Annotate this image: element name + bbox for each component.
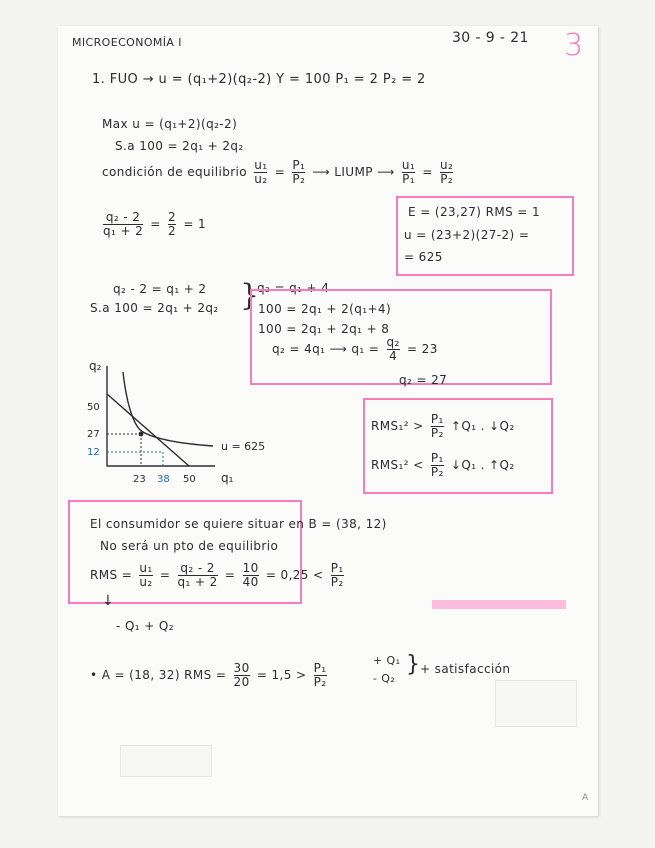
- fraction-10-40: $\frac{10}{40}$: [242, 561, 259, 589]
- brace: }: [240, 278, 260, 313]
- change-q1: + Q₁: [373, 654, 401, 667]
- solve-q1-text: q₂ = 4q₁ ⟶ q₁ =: [272, 342, 380, 356]
- quantity-effect: - Q₁ + Q₂: [116, 619, 174, 633]
- step-equation: q₂ - 2 = q₁ + 2: [113, 282, 207, 296]
- point-a-label: • A = (18, 32) RMS =: [90, 668, 227, 682]
- ratio-result: = 1: [183, 217, 207, 231]
- y-tick-12: 12: [87, 447, 100, 458]
- footer-mark: A: [582, 793, 589, 803]
- down-arrow: ↓: [102, 593, 115, 609]
- fraction-u1-p1: $\frac{\text{u₁}}{\text{P₁}}$: [401, 158, 416, 186]
- not-equilibrium: No será un pto de equilibrio: [100, 539, 279, 553]
- solve-q1-result: = 23: [406, 342, 438, 356]
- step-constraint: S.a 100 = 2q₁ + 2q₂: [90, 301, 219, 315]
- x-tick-23: 23: [133, 474, 146, 485]
- fraction-u1-u2: $\frac{\text{u₁}}{\text{u₂}}$: [254, 158, 268, 186]
- rms-less-line: [371, 452, 515, 479]
- rms-label: RMS =: [90, 568, 133, 582]
- fraction-q2-4: $\frac{\text{q₂}}{4}$: [386, 335, 400, 363]
- x-tick-50: 50: [183, 474, 196, 485]
- curve-label: u = 625: [221, 440, 265, 453]
- subject-title: MICROECONOMÍA I: [72, 36, 182, 49]
- point-a-rms: = 1,5 >: [256, 668, 307, 682]
- step-ratio: $\frac{\text{q₂ - 2}}{\text{q₁ + 2}}$ = $\frac{2}{2}$ = 1: [103, 210, 207, 238]
- change-q2: - Q₂: [373, 672, 396, 685]
- fraction-p1-p2: $\frac{\text{P₁}}{\text{P₂}}$: [313, 661, 327, 689]
- problem-constraint: S.a 100 = 2q₁ + 2q₂: [115, 139, 244, 153]
- fraction-30-20: $\frac{30}{20}$: [233, 661, 250, 689]
- utility-value: = 625: [404, 250, 443, 264]
- x-axis-label: q₁: [221, 471, 234, 485]
- y-tick-27: 27: [87, 429, 100, 440]
- rms-less-label: RMS₁² <: [371, 458, 424, 472]
- step-solve-q1: [272, 336, 438, 363]
- problem-max: Max u = (q₁+2)(q₂-2): [102, 117, 238, 131]
- fraction-u2-p2: $\frac{\text{u₂}}{\text{P₂}}$: [440, 158, 454, 186]
- indifference-graph: [85, 358, 265, 488]
- fraction-p1-p2: $\frac{\text{P₁}}{\text{P₂}}$: [430, 412, 444, 440]
- fraction-p1-p2: $\frac{\text{P₁}}{\text{P₂}}$: [292, 158, 306, 186]
- step-q2-in-q1: q₂ = q₁ + 4: [257, 281, 330, 295]
- y-tick-50: 50: [87, 402, 100, 413]
- equilibrium-condition-text: condición de equilibrio: [102, 165, 248, 179]
- x-tick-38: 38: [157, 474, 170, 485]
- step-expansion: 100 = 2q₁ + 2q₁ + 8: [258, 322, 390, 336]
- equilibrium-point: E = (23,27) RMS = 1: [408, 205, 541, 219]
- rms-greater-line: [371, 413, 515, 440]
- rms-greater-label: RMS₁² >: [371, 419, 424, 433]
- point-a-line: [90, 662, 330, 689]
- brace-right: }: [406, 652, 421, 677]
- indifference-curve: [123, 372, 213, 446]
- liump-arrow-text: ⟶ LIUMP ⟶: [312, 165, 395, 179]
- step-q2-result: q₂ = 27: [399, 373, 448, 387]
- rms-calculation: RMS = $\frac{\text{u₁}}{\text{u₂}}$ = $\frac{\text{q₂ - 2}}{\text{q₁ + 2}}$ = $\frac{10}{40}$ = 0,25 < $\frac{\text{P₁}}{\text{P₂}}$: [90, 561, 344, 589]
- highlighter-mark: [432, 600, 566, 609]
- rms-greater-effect: ↑Q₁ . ↓Q₂: [450, 419, 515, 433]
- utility-expression: u = (23+2)(27-2) =: [404, 228, 530, 242]
- fraction-p1-p2: $\frac{\text{P₁}}{\text{P₂}}$: [430, 451, 444, 479]
- rms-less-effect: ↓Q₁ . ↑Q₂: [450, 458, 515, 472]
- consumer-situation: El consumidor se quiere situar en B = (38, 12): [90, 517, 387, 531]
- fraction-2-2: $\frac{2}{2}$: [168, 210, 177, 238]
- fraction-q2-q1: $\frac{\text{q₂ - 2}}{\text{q₁ + 2}}$: [103, 210, 144, 238]
- bleed-through-box: [495, 680, 577, 727]
- fraction-p1-p2: $\frac{\text{P₁}}{\text{P₂}}$: [330, 561, 344, 589]
- equilibrium-point-mark: [139, 432, 144, 437]
- rms-result: = 0,25 <: [265, 568, 324, 582]
- problem-line-1: 1. FUO → u = (q₁+2)(q₂-2) Y = 100 P₁ = 2 P₂ = 2: [92, 72, 426, 87]
- bleed-through-box: [120, 745, 212, 777]
- fraction-u1-u2: $\frac{\text{u₁}}{\text{u₂}}$: [139, 561, 153, 589]
- page-number: 3: [564, 28, 584, 63]
- satisfaction-result: + satisfacción: [420, 662, 511, 676]
- step-substitution: 100 = 2q₁ + 2(q₁+4): [258, 302, 392, 316]
- fraction-q2-q1: $\frac{\text{q₂ - 2}}{\text{q₁ + 2}}$: [177, 561, 218, 589]
- budget-line: [107, 394, 189, 466]
- equilibrium-condition: condición de equilibrio $\frac{\text{u₁}}{\text{u₂}}$ = $\frac{\text{P₁}}{\text{P₂}}$ ⟶ LIUMP ⟶ $\frac{\text{u₁}}{\text{P₁}}$ = $\frac{\text{u₂}}{\text{P₂}}$: [102, 158, 454, 186]
- y-axis-label: q₂: [89, 359, 102, 373]
- date: 30 - 9 - 21: [452, 30, 529, 46]
